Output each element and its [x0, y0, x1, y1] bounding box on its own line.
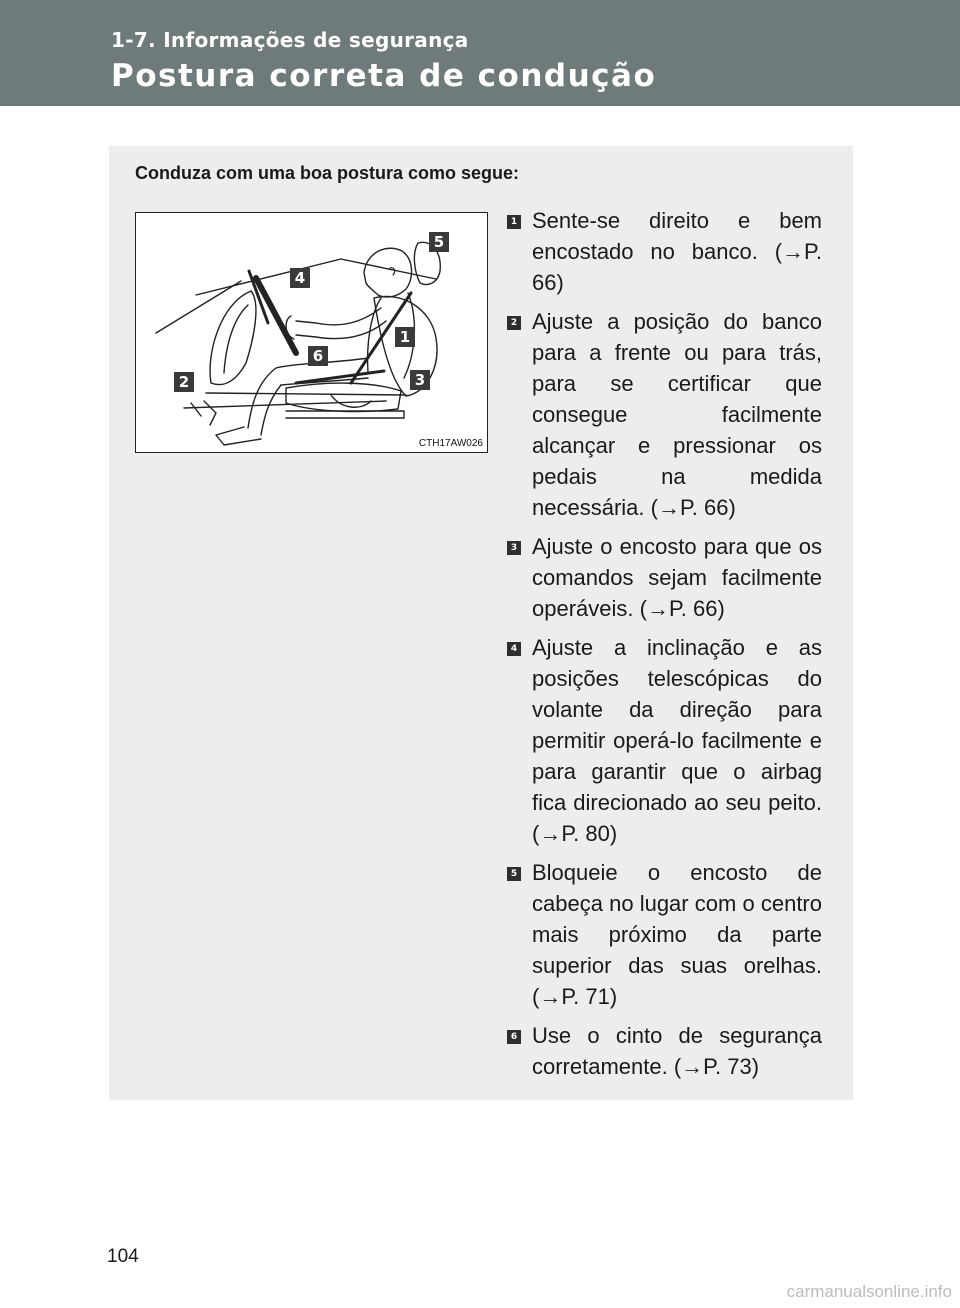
list-item — [507, 306, 822, 523]
step-number-badge: 2 — [507, 316, 521, 330]
callout-3: 3 — [410, 370, 430, 390]
intro-text: Conduza com uma boa postura como segue: — [135, 163, 520, 183]
list-item — [507, 857, 822, 1012]
list-item — [507, 1020, 822, 1082]
callout-6: 6 — [308, 346, 328, 366]
driving-posture-illustration — [135, 212, 488, 453]
step-text: Sente-se direito e bem encostado no banco. (→P. 66) — [532, 208, 822, 295]
step-number-badge: 4 — [507, 642, 521, 656]
chapter-header — [0, 0, 960, 106]
list-item — [507, 632, 822, 849]
step-number-badge: 5 — [507, 867, 521, 881]
callout-5: 5 — [429, 232, 449, 252]
step-number-badge: 6 — [507, 1030, 521, 1044]
step-text: Ajuste a posição do banco para a frente ou para trás, para se certificar que consegue facilmente alcançar e pressionar os pedais na medida necessária. (→P. 66) — [532, 309, 822, 520]
page-number: 104 — [107, 1246, 139, 1267]
posture-steps-list — [507, 205, 822, 1090]
list-item — [507, 205, 822, 298]
step-text: Ajuste o encosto para que os comandos sejam facilmente operáveis. (→P. 66) — [532, 534, 822, 621]
callout-4: 4 — [290, 268, 310, 288]
page-title: Postura correta de condução — [111, 58, 657, 94]
section-label: 1-7. Informações de segurança — [111, 28, 469, 52]
step-text: Ajuste a inclinação e as posições telescópicas do volante da direção para permitir operá-lo facilmente e para garantir que o airbag fica direcionado ao seu peito. (→P. 80) — [532, 635, 822, 846]
step-text: Use o cinto de segurança corretamente. (→P. 73) — [532, 1023, 822, 1079]
watermark-link[interactable]: carmanualsonline.info — [786, 1282, 952, 1301]
step-text: Bloqueie o encosto de cabeça no lugar com o centro mais próximo da parte superior das suas orelhas. (→P. 71) — [532, 860, 822, 1009]
figure-code: CTH17AW026 — [418, 438, 483, 449]
step-number-badge: 1 — [507, 215, 521, 229]
list-item — [507, 531, 822, 624]
callout-2: 2 — [174, 372, 194, 392]
callout-1: 1 — [395, 327, 415, 347]
step-number-badge: 3 — [507, 541, 521, 555]
